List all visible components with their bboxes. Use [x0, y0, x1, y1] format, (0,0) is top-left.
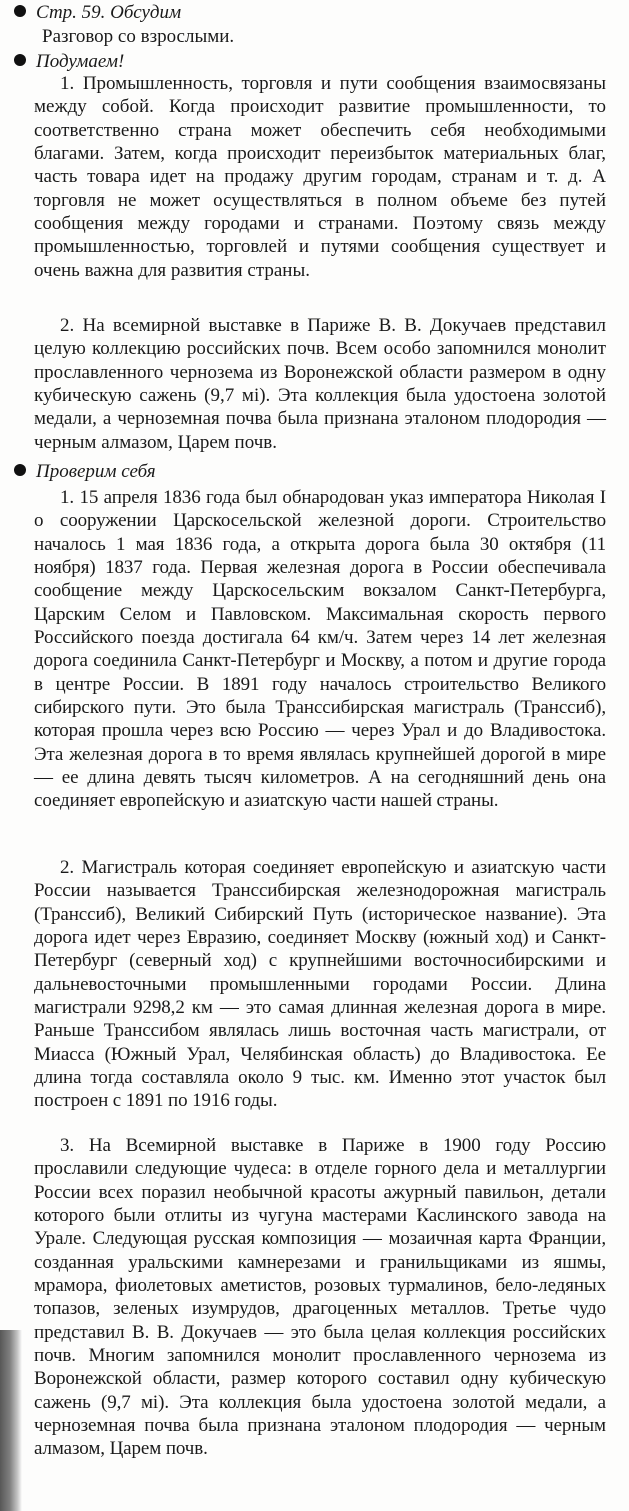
discuss-subtitle: Разговор со взрослыми. [42, 26, 235, 47]
section-heading-think [14, 51, 124, 73]
check-paragraph-2: 2. Магистраль которая соединяет европейскую и азиатскую части России называется Транссибирская железнодорожная магистраль (Транссиб), Великий Сибирский Путь (историческое название). Эта дорога идет через Евразию, соединяет Москву (южный ход) и Санкт-Петербург (северный ход) с крупнейшими восточносибирскими и дальневосточными промышленными городами России. Длина магистрали 9298,2 км — это самая длинная железная дорога в мире. Раньше Транссибом являлась лишь восточная часть магистрали, от Миасса (Южный Урал, Челябинская область) до Владивостока. Ее длина тогда составляла около 9 тыс. км. Именно этот участок был построен с 1891 по 1916 годы. [34, 857, 606, 1112]
think-paragraph-2: 2. На всемирной выставке в Париже В. В. Докучаев представил целую коллекцию российских почв. Всем особо запомнился монолит прославленного чернозема из Воронежской области размером в одну кубическую сажень (9,7 мі). Эта коллекция была удостоена золотой медали, а черноземная почва была признана эталоном плодородия — черным алмазом, Царем почв. [34, 315, 606, 453]
check-paragraph-3: 3. На Всемирной выставке в Париже в 1900 году Россию прославили следующие чудеса: в отделе горного дела и металлургии России всех поразил необычной красоты ажурный павильон, детали которого были отлиты из чугуна мастерами Каслинского завода на Урале. Следующая русская композиция — мозаичная карта Франции, созданная уральскими камнерезами и гранильщиками из яшмы, мрамора, фиолетовых аметистов, розовых турмалинов, бело-ледяных топазов, зеленых изумрудов, драгоценных металлов. Третье чудо представил В. В. Докучаев — это была целая коллекция российских почв. Многим запомнился монолит прославленного чернозема из Воронежской области, размер которого составил одну кубическую сажень (9,7 мі). Эта коллекция была удостоена золотой медали, а черноземная почва была признана эталоном плодородия — черным алмазом, Царем почв. [34, 1135, 606, 1460]
section-heading-check [14, 461, 156, 483]
bullet-icon [14, 464, 26, 476]
heading-text: Подумаем! [36, 51, 125, 72]
check-paragraph-1: 1. 15 апреля 1836 года был обнародован указ императора Николая I о сооружении Царскосельской железной дороги. Строительство началось 1 мая 1836 года, а открыта дорога была 30 октября (11 ноября) 1837 года. Первая железная дорога в России обеспечивала сообщение между Царскосельским вокзалом Санкт-Петербурга, Царским Селом и Павловском. Максимальная скорость первого Российского поезда достигала 64 км/ч. Затем через 14 лет железная дорога соединила Санкт-Петербург и Москву, а потом и другие города в центре России. В 1891 году началось строительство Великого сибирского пути. Это была Транссибирская магистраль (Транссиб), которая прошла через всю Россию — через Урал и до Владивостока. Эта железная дорога в то время являлась крупнейшей дорогой в мире — ее длина девять тысяч километров. А на сегодняшний день она соединяет европейскую и азиатскую части нашей страны. [34, 487, 606, 812]
bullet-icon [14, 5, 26, 17]
heading-text: Проверим себя [36, 461, 156, 482]
bullet-icon [14, 54, 26, 66]
section-heading-discuss [14, 2, 181, 24]
heading-text: Стр. 59. Обсудим [36, 2, 182, 23]
think-paragraph-1: 1. Промышленность, торговля и пути сообщения взаимосвязаны между собой. Когда происходит развитие промышленности, то соответственно страна может обеспечить себя необходимыми благами. Затем, когда происходит переизбыток материальных благ, часть товара идет на продажу другим городам, странам и т. д. А торговля не может осуществляться в полном объеме без путей сообщения между городами и странами. Поэтому связь между промышленностью, торговлей и путями сообщения существует и очень важна для развития страны. [34, 73, 606, 281]
scan-shadow-edge [0, 1330, 22, 1511]
